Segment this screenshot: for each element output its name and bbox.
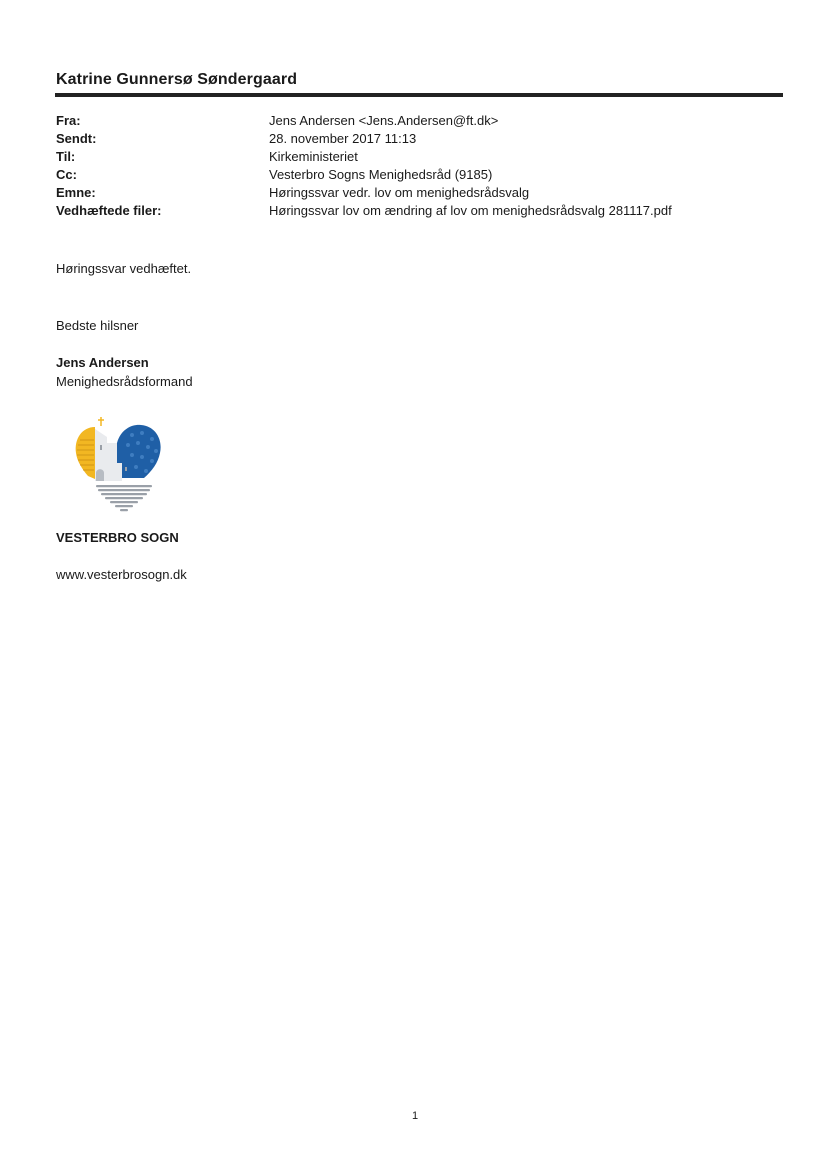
meta-label: Vedhæftede filer: — [56, 203, 162, 218]
meta-value: Kirkeministeriet — [269, 149, 358, 164]
meta-row-subject — [56, 184, 672, 202]
header-divider — [55, 93, 783, 97]
meta-label: Cc: — [56, 167, 77, 182]
email-meta-table — [56, 112, 672, 220]
signature-title: Menighedsrådsformand — [56, 374, 193, 389]
meta-row-cc — [56, 166, 672, 184]
meta-label: Emne: — [56, 185, 96, 200]
meta-label: Fra: — [56, 113, 81, 128]
vesterbro-sogn-heart-logo-icon — [70, 415, 166, 515]
meta-value: Vesterbro Sogns Menighedsråd (9185) — [269, 167, 493, 182]
meta-label: Sendt: — [56, 131, 97, 146]
meta-value: Jens Andersen <Jens.Andersen@ft.dk> — [269, 113, 499, 128]
greeting-text: Bedste hilsner — [56, 318, 139, 333]
meta-row-to — [56, 148, 672, 166]
meta-row-sent — [56, 130, 672, 148]
meta-value: 28. november 2017 11:13 — [269, 131, 417, 146]
website-link[interactable]: www.vesterbrosogn.dk — [56, 567, 187, 582]
signature-name: Jens Andersen — [56, 355, 149, 370]
meta-value: Høringssvar lov om ændring af lov om menighedsrådsvalg 281117.pdf — [269, 203, 672, 218]
meta-value: Høringssvar vedr. lov om menighedsrådsvalg — [269, 185, 530, 200]
meta-row-attachments — [56, 202, 672, 220]
page-number: 1 — [412, 1110, 419, 1122]
meta-label: Til: — [56, 149, 76, 164]
organization-name: VESTERBRO SOGN — [56, 530, 179, 545]
sender-name: Katrine Gunnersø Søndergaard — [56, 71, 298, 88]
message-text: Høringssvar vedhæftet. — [56, 261, 192, 276]
meta-row-from — [56, 112, 672, 130]
